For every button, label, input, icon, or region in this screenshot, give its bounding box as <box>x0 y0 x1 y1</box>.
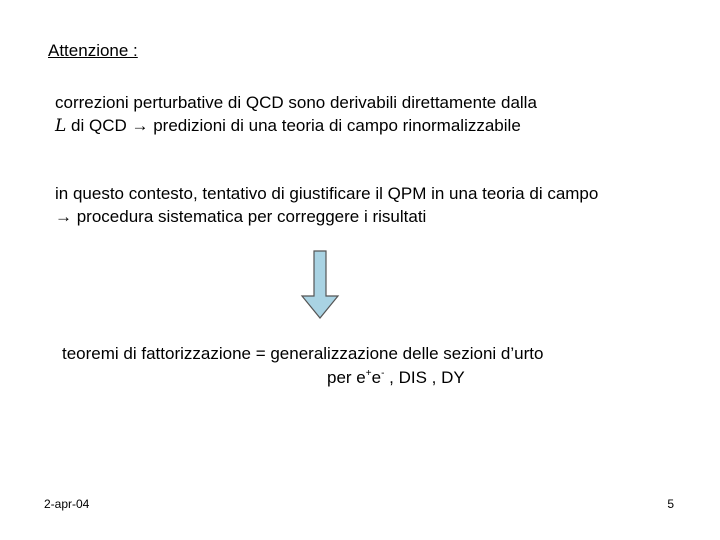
footer-date: 2-apr-04 <box>44 497 90 511</box>
down-arrow-icon <box>300 250 340 320</box>
process-prefix: per e <box>327 368 366 387</box>
paragraph-qcd-corrections-line2 <box>55 114 537 138</box>
paragraph-qpm-context <box>55 182 598 228</box>
paragraph-qcd-corrections-line2-text: di QCD → predizioni di una teoria di campo rinormalizzabile <box>66 116 521 135</box>
process-list: , DIS , DY <box>384 368 465 387</box>
page-number: 5 <box>667 497 674 511</box>
slide-heading: Attenzione : <box>48 41 138 60</box>
paragraph-qcd-corrections <box>55 91 537 138</box>
down-arrow-shape <box>302 251 338 318</box>
paragraph-qpm-context-line2: → procedura sistematica per correggere i risultati <box>55 207 427 226</box>
electron-symbol: e <box>371 368 382 387</box>
paragraph-qcd-corrections-line1: correzioni perturbative di QCD sono derivabili direttamente dalla <box>55 93 537 112</box>
factorization-theorems-line1: teoremi di fattorizzazione = generalizzazione delle sezioni d’urto <box>62 344 544 363</box>
paragraph-qpm-context-line1: in questo contesto, tentativo di giustificare il QPM in una teoria di campo <box>55 184 599 203</box>
lagrangian-symbol: L <box>55 116 67 136</box>
electron-charge: - <box>381 368 385 379</box>
positron-charge: + <box>365 368 372 379</box>
factorization-theorems-line2 <box>327 366 465 389</box>
